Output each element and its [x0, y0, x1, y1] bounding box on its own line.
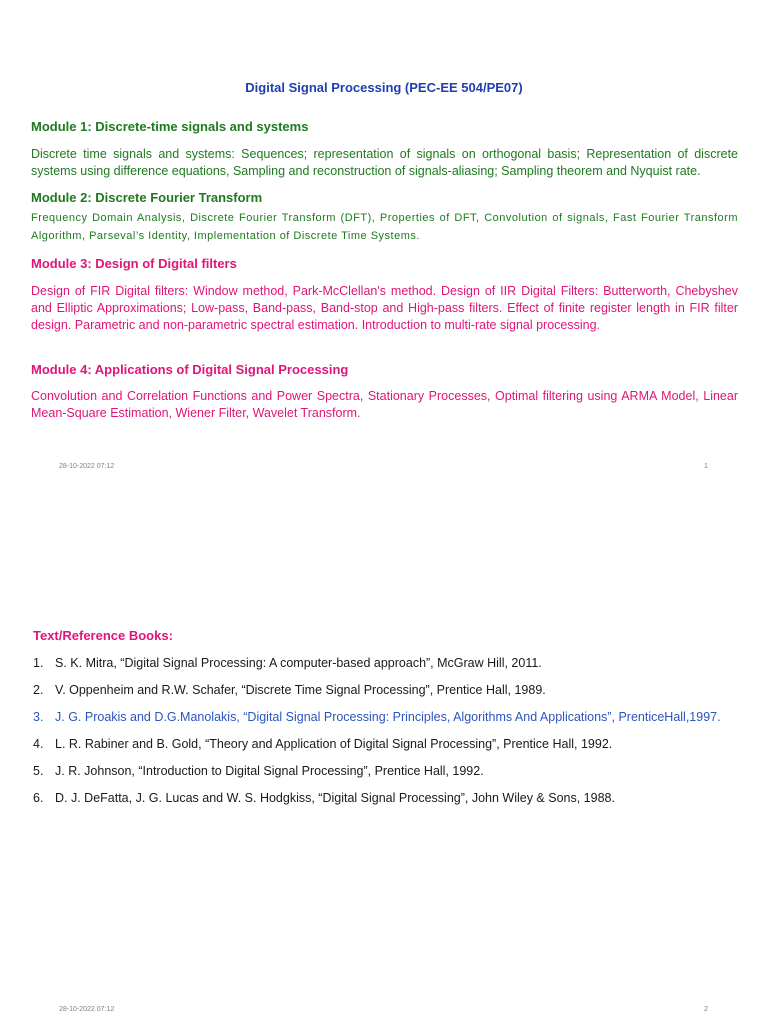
module-1 — [31, 118, 738, 180]
book-item — [33, 683, 753, 697]
module-3-heading: Module 3: Design of Digital filters — [31, 256, 237, 271]
books-heading: Text/Reference Books: — [33, 628, 173, 643]
book-text: J. R. Johnson, “Introduction to Digital Signal Processing”, Prentice Hall, 1992. — [55, 764, 484, 778]
book-number: 1. — [33, 656, 44, 670]
book-number: 2. — [33, 683, 44, 697]
book-text: J. G. Proakis and D.G.Manolakis, “Digital Signal Processing: Principles, Algorithms And Applications”, PrenticeHall,1997. — [55, 710, 721, 724]
module-1-heading: Module 1: Discrete-time signals and systems — [31, 119, 309, 134]
book-item — [33, 737, 753, 751]
book-number: 4. — [33, 737, 44, 751]
book-text: S. K. Mitra, “Digital Signal Processing: A computer-based approach”, McGraw Hill, 2011. — [55, 656, 542, 670]
module-2-heading: Module 2: Discrete Fourier Transform — [31, 190, 263, 205]
module-1-body: Discrete time signals and systems: Sequences; representation of signals on orthogonal basis; Representation of discrete systems using difference equations, Sampling and reconstruction of signals-aliasing; Sampling theorem and Nyquist rate. — [31, 147, 738, 178]
module-4-body: Convolution and Correlation Functions and Power Spectra, Stationary Processes, Optimal filtering using ARMA Model, Linear Mean-Square Estimation, Wiener Filter, Wavelet Transform. — [31, 389, 738, 420]
book-item — [33, 656, 753, 670]
book-text: L. R. Rabiner and B. Gold, “Theory and Application of Digital Signal Processing”, Prentice Hall, 1992. — [55, 737, 613, 751]
book-number: 5. — [33, 764, 44, 778]
module-2 — [31, 189, 738, 245]
book-text: V. Oppenheim and R.W. Schafer, “Discrete Time Signal Processing”, Prentice Hall, 1989. — [55, 683, 546, 697]
page-number: 2 — [704, 1006, 708, 1013]
book-item — [33, 791, 753, 805]
module-3-body: Design of FIR Digital filters: Window method, Park-McClellan's method. Design of IIR Digital Filters: Butterworth, Chebyshev and Elliptic Approximations; Low-pass, Band-pass, Band-stop and High-pass filters. Effect of finite register length in FIR filter design. Parametric and non-parametric spectral estimation. Introduction to multi-rate signal processing. — [31, 284, 738, 332]
book-number: 3. — [33, 710, 44, 724]
book-number: 6. — [33, 791, 44, 805]
book-item — [33, 764, 753, 778]
slide-2 — [0, 512, 768, 1024]
slide-title: Digital Signal Processing (PEC-EE 504/PE07) — [245, 80, 523, 95]
module-2-body: Frequency Domain Analysis, Discrete Fourier Transform (DFT), Properties of DFT, Convolution of signals, Fast Fourier Transform Algorithm, Parseval’s Identity, Implementation of Discrete Time Systems. — [31, 212, 738, 242]
module-3 — [31, 255, 738, 334]
page-number: 1 — [704, 463, 708, 470]
book-item — [33, 710, 753, 724]
module-4-heading: Module 4: Applications of Digital Signal Processing — [31, 362, 349, 377]
book-text: D. J. DeFatta, J. G. Lucas and W. S. Hodgkiss, “Digital Signal Processing”, John Wiley & Sons, 1988. — [55, 791, 615, 805]
footer-date: 28-10-2022 07:12 — [59, 463, 115, 470]
footer-date: 28-10-2022 07:12 — [59, 1006, 115, 1013]
module-4 — [31, 361, 738, 422]
